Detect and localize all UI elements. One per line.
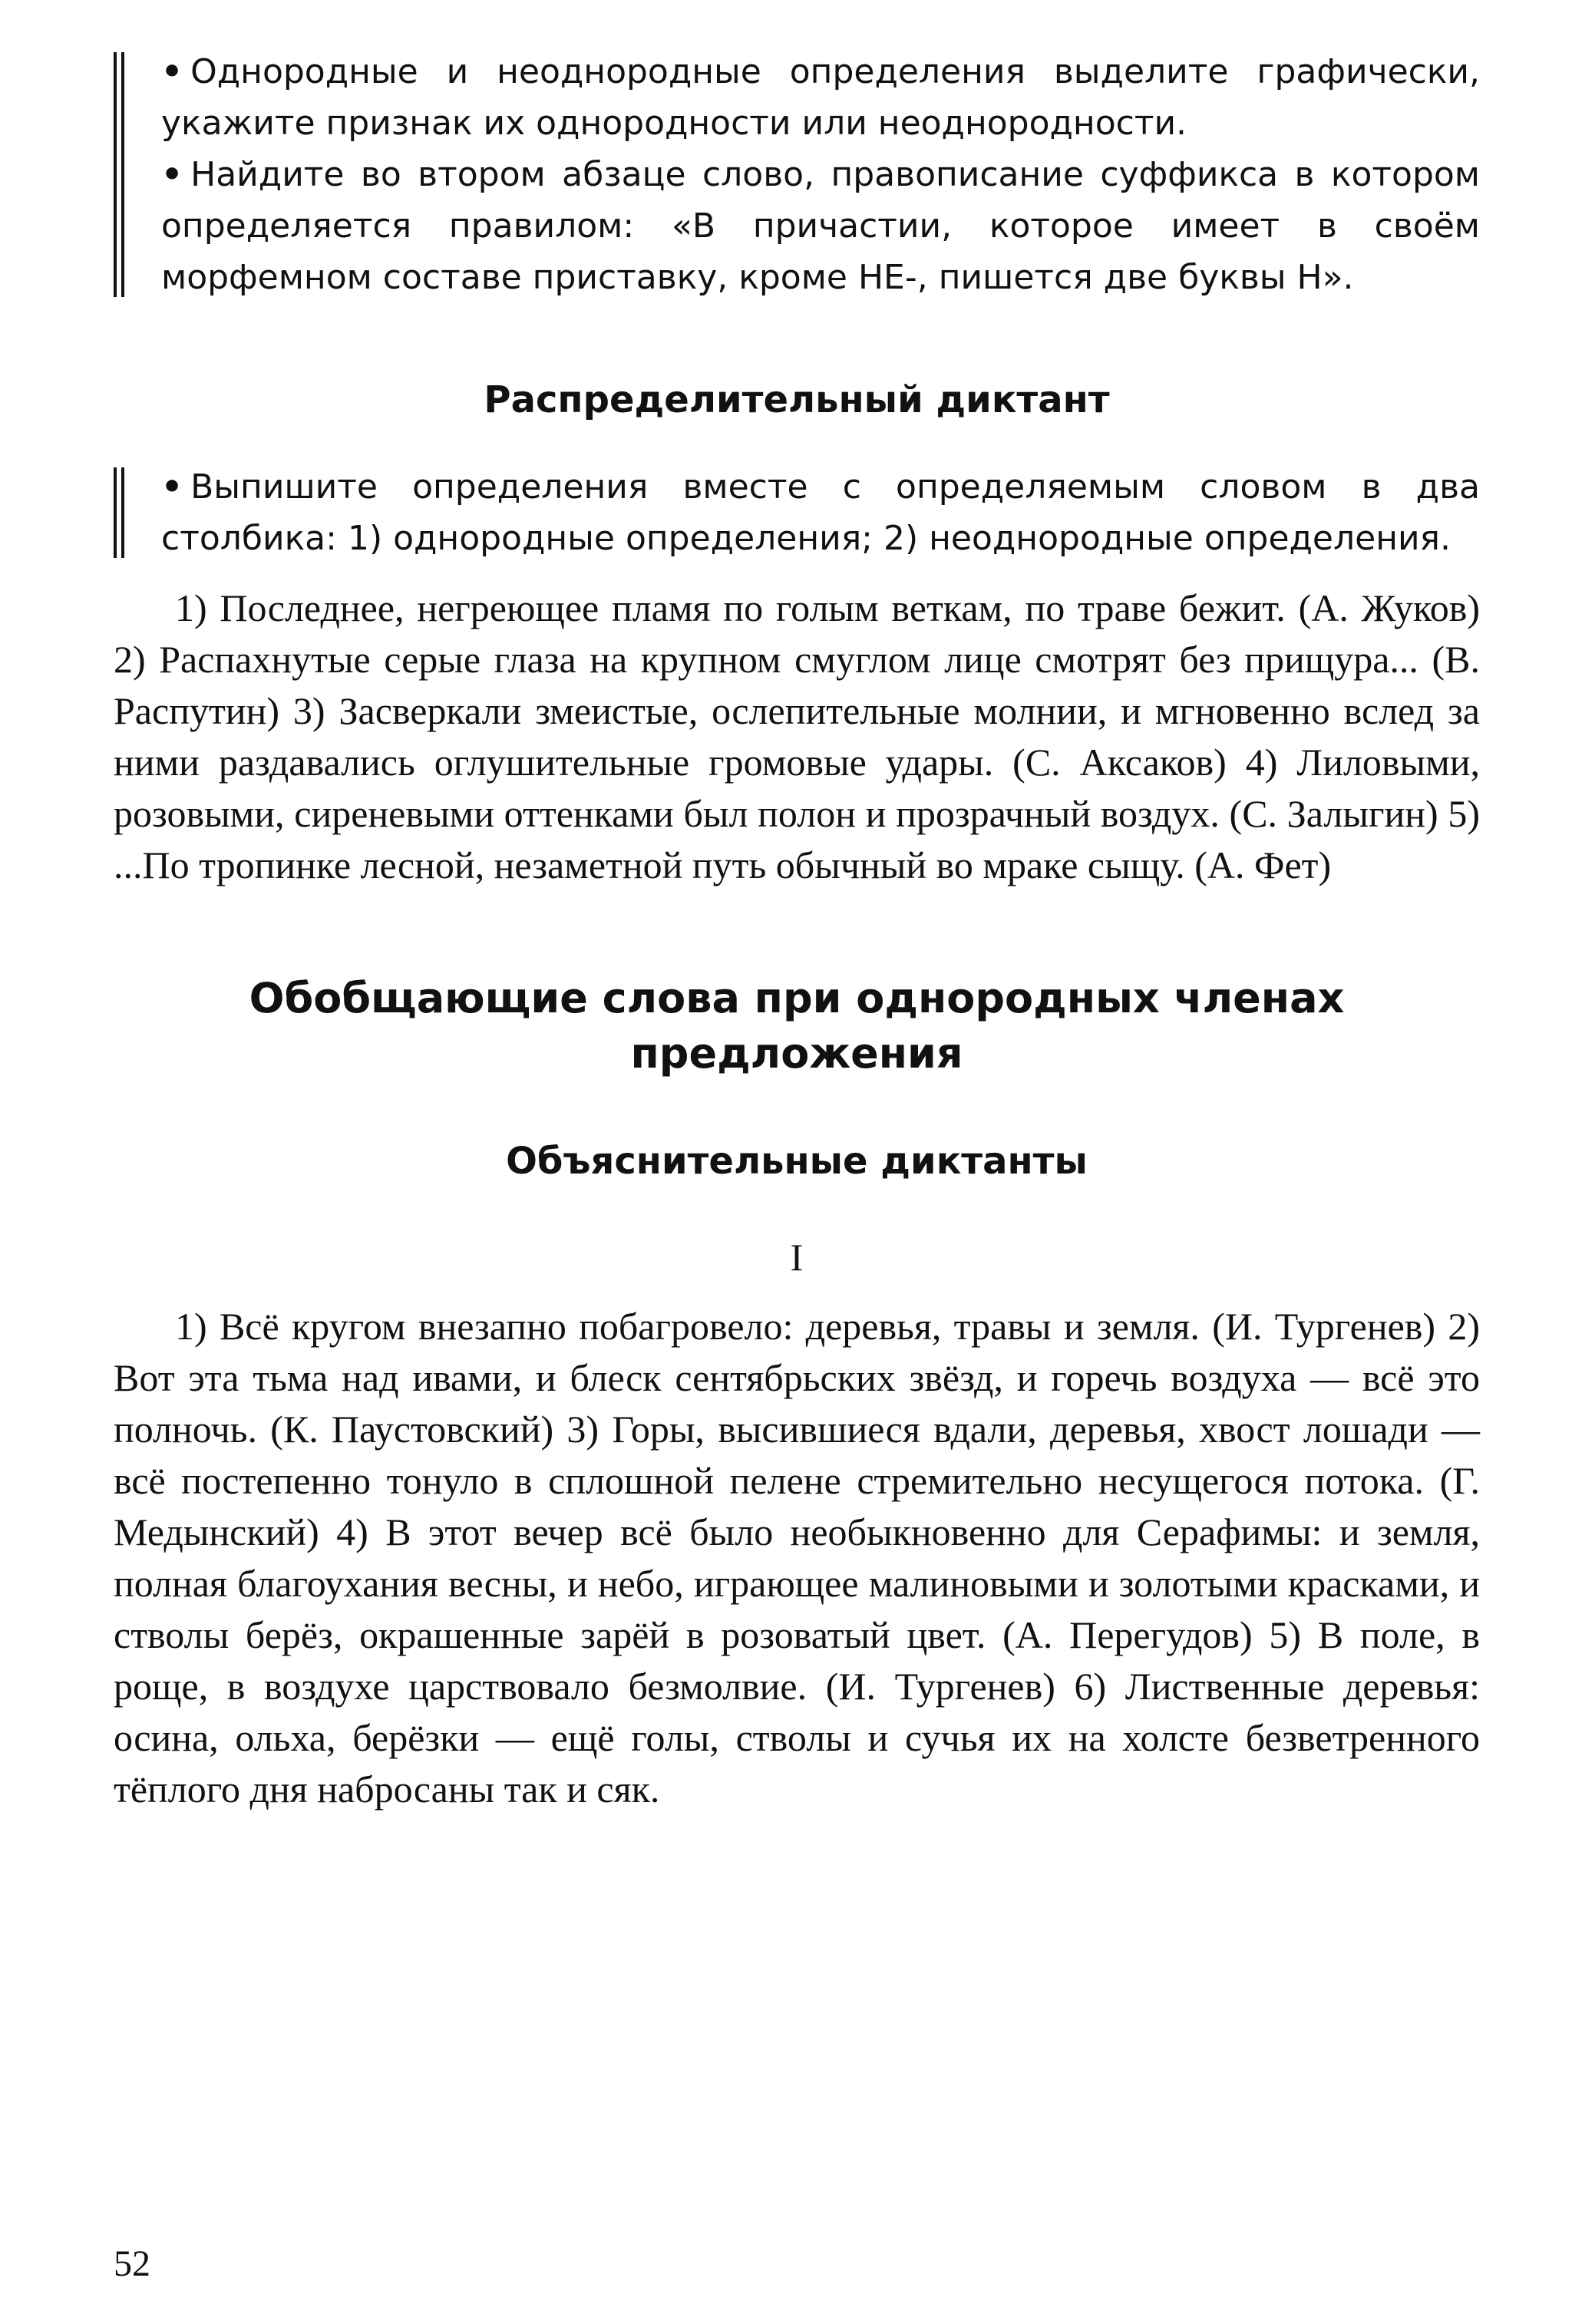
main-heading bbox=[114, 971, 1480, 1081]
task-block-1 bbox=[114, 46, 1480, 303]
dictation-text: 1) Всё кругом внезапно побагровело: деревья, травы и земля. (И. Тургенев) 2) Вот эта тьма над ивами, и блеск сентябрьских звёзд, и горечь воздуха — всё это полночь. (К. Паустовский) 3) Горы, высившиеся вдали, деревья, хвост лошади — всё постепенно тонуло в сплошной пелене стремительно несущегося потока. (Г. Медынский) 4) В этот вечер всё было необыкновенно для Серафимы: и земля, полная благоухания весны, и небо, играющее малиновыми и золотыми красками, и стволы берёз, окрашенные зарёй в розоватый цвет. (А. Перегудов) 5) В поле, в роще, в воздухе царствовало безмолвие. (И. Тургенев) 6) Лиственные деревья: осина, ольха, берёзки — ещё голы, стволы и сучья их на холсте безветренного тёплого дня набросаны так и сяк. bbox=[114, 1305, 1480, 1811]
page bbox=[114, 46, 1480, 1815]
page-number: 52 bbox=[114, 2243, 150, 2284]
task-block-2 bbox=[114, 461, 1480, 564]
section-subheading: Объяснительные диктанты bbox=[506, 1140, 1088, 1183]
bullet-icon: • bbox=[161, 52, 183, 91]
dictation-text: 1) Последнее, негреющее пламя по голым веткам, по траве бежит. (А. Жуков) 2) Распахнутые серые глаза на крупном смуглом лице смотрят без прищура... (В. Распутин) 3) Засверкали змеистые, ослепительные молнии, и мгновенно вслед за ними раздавались оглушительные громовые удары. (С. Аксаков) 4) Лиловыми, розовыми, сиреневыми оттенками был полон и прозрачный воздух. (С. Залыгин) 5) ...По тропинке лесной, незаметной путь обычный во мраке сыщу. (А. Фет) bbox=[114, 586, 1480, 886]
part-number: I bbox=[790, 1236, 804, 1279]
task-item: • Однородные и неоднородные определения выделите графически, укажите признак их однородности или неоднородности. bbox=[161, 52, 1480, 143]
task-item: • Выпишите определения вместе с определяемым словом в два столбика: 1) однородные определения; 2) неоднородные определения. bbox=[161, 467, 1480, 558]
bullet-icon: • bbox=[161, 467, 183, 507]
margin-double-bar bbox=[114, 467, 124, 558]
task-item: • Найдите во втором абзаце слово, правописание суффикса в котором определяется правилом: «В причастии, которое имеет в своём морфемном составе приставку, кроме НЕ-, пишется две буквы Н». bbox=[161, 155, 1480, 297]
main-heading-line1: Обобщающие слова при однородных членах bbox=[249, 974, 1345, 1022]
section-heading: Распределительный диктант bbox=[484, 378, 1110, 421]
main-heading-line2: предложения bbox=[630, 1029, 963, 1078]
bullet-icon: • bbox=[161, 155, 183, 194]
margin-double-bar bbox=[114, 52, 124, 297]
